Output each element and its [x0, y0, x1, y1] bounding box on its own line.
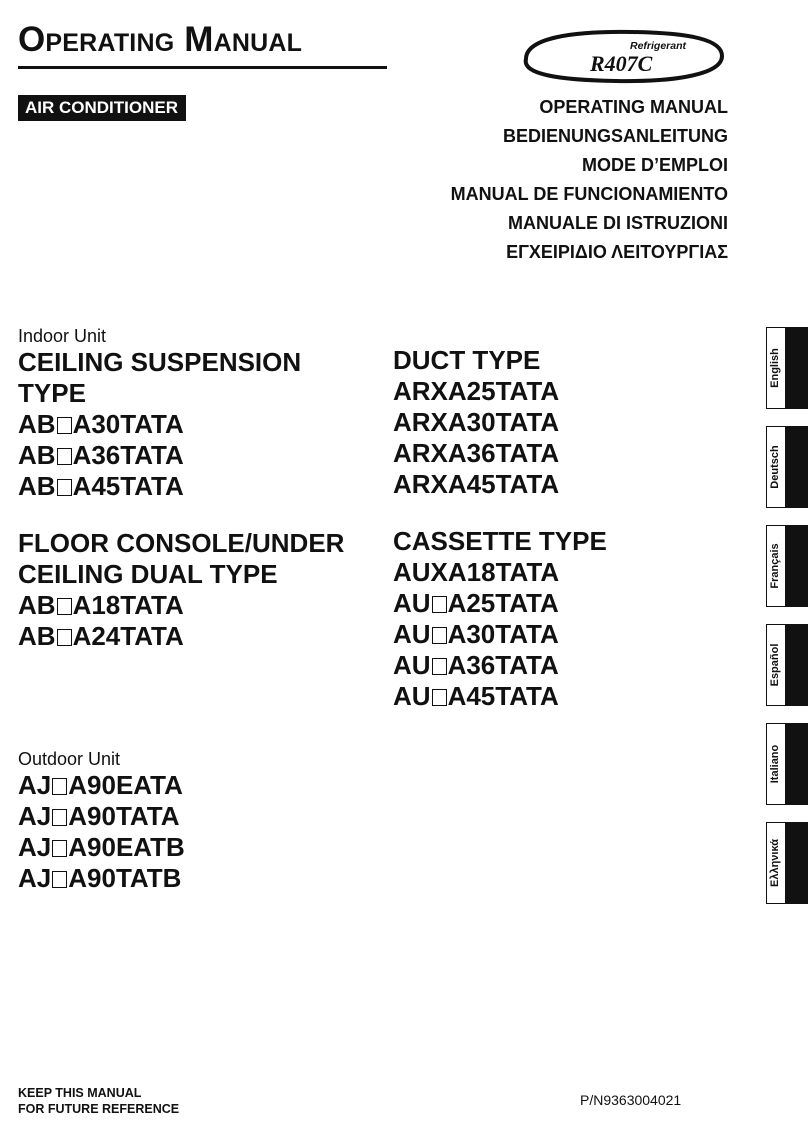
placeholder-box-icon: [57, 598, 72, 615]
title-en: OPERATING MANUAL: [539, 97, 728, 117]
placeholder-box-icon: [52, 871, 67, 888]
right-model-column: [393, 345, 693, 738]
document-title: Operating Manual: [18, 20, 303, 59]
placeholder-box-icon: [432, 689, 447, 706]
placeholder-box-icon: [57, 629, 72, 646]
floor-console-heading: FLOOR CONSOLE/UNDER: [18, 528, 345, 558]
model-number: AJ A90EATA: [18, 770, 183, 800]
model-number: AU A45TATA: [393, 681, 559, 711]
placeholder-box-icon: [52, 778, 67, 795]
title-el: ΕΓΧΕΙΡΙΔΙΟ ΛΕΙΤΟΥΡΓΙΑΣ: [506, 242, 728, 262]
model-number: AB A24TATA: [18, 621, 184, 651]
tab-deutsch[interactable]: [766, 426, 808, 508]
tab-espanol[interactable]: [766, 624, 808, 706]
model-number: ARXA36TATA: [393, 438, 560, 468]
title-de: BEDIENUNGSANLEITUNG: [502, 126, 728, 146]
indoor-unit-label: Indoor Unit: [18, 326, 107, 346]
language-titles: [451, 93, 728, 267]
placeholder-box-icon: [432, 627, 447, 644]
title-underline: [18, 66, 387, 69]
placeholder-box-icon: [432, 658, 447, 675]
floor-console-group: [18, 528, 378, 652]
model-number: AU A36TATA: [393, 650, 559, 680]
duct-group: [393, 345, 693, 500]
outdoor-group: [18, 748, 378, 894]
model-number: AJ A90EATB: [18, 832, 185, 862]
placeholder-box-icon: [57, 417, 72, 434]
placeholder-box-icon: [52, 840, 67, 857]
tab-label: Français: [769, 543, 781, 589]
tab-greek[interactable]: [766, 822, 808, 904]
placeholder-box-icon: [52, 809, 67, 826]
tab-francais[interactable]: [766, 525, 808, 607]
ceiling-suspension-heading: CEILING SUSPENSION: [18, 347, 302, 377]
floor-console-heading-2: CEILING DUAL TYPE: [18, 559, 278, 589]
placeholder-box-icon: [57, 479, 72, 496]
tab-label: Italiano: [769, 744, 781, 784]
left-model-column: [18, 325, 378, 678]
part-number: P/N9363004021: [580, 1092, 682, 1108]
tab-label: English: [769, 348, 781, 388]
tab-english[interactable]: [766, 327, 808, 409]
keep-line-1: KEEP THIS MANUAL: [18, 1086, 142, 1100]
model-number: AUXA18TATA: [393, 557, 560, 587]
model-number: AJ A90TATB: [18, 863, 182, 893]
title-fr: MODE D’EMPLOI: [581, 155, 728, 175]
placeholder-box-icon: [57, 448, 72, 465]
model-number: ARXA25TATA: [393, 376, 560, 406]
keep-line-2: FOR FUTURE REFERENCE: [18, 1102, 180, 1116]
model-number: AB A45TATA: [18, 471, 184, 501]
tab-label: Deutsch: [769, 445, 781, 489]
placeholder-box-icon: [432, 596, 447, 613]
product-type-label: AIR CONDITIONER: [18, 95, 186, 121]
ceiling-suspension-heading-2: TYPE: [18, 378, 86, 408]
outdoor-unit-label: Outdoor Unit: [18, 749, 121, 769]
model-number: AB A18TATA: [18, 590, 184, 620]
ceiling-suspension-group: [18, 347, 378, 502]
model-number: AB A30TATA: [18, 409, 184, 439]
model-number: AJ A90TATA: [18, 801, 180, 831]
tab-label: Ελληνικά: [769, 839, 781, 887]
keep-manual-note: [18, 1085, 179, 1117]
refrigerant-label: Refrigerant: [630, 40, 687, 52]
refrigerant-type: R407C: [590, 51, 653, 76]
model-number: AU A30TATA: [393, 619, 559, 649]
model-number: AU A25TATA: [393, 588, 559, 618]
tab-label: Español: [769, 643, 781, 687]
model-number: ARXA30TATA: [393, 407, 560, 437]
refrigerant-badge: [512, 26, 730, 86]
cassette-group: [393, 526, 693, 712]
tab-italiano[interactable]: [766, 723, 808, 805]
title-it: MANUALE DI ISTRUZIONI: [508, 213, 728, 233]
model-number: ARXA45TATA: [393, 469, 560, 499]
model-number: AB A36TATA: [18, 440, 184, 470]
title-es: MANUAL DE FUNCIONAMIENTO: [450, 184, 728, 204]
cassette-heading: CASSETTE TYPE: [393, 526, 607, 556]
duct-heading: DUCT TYPE: [393, 345, 541, 375]
